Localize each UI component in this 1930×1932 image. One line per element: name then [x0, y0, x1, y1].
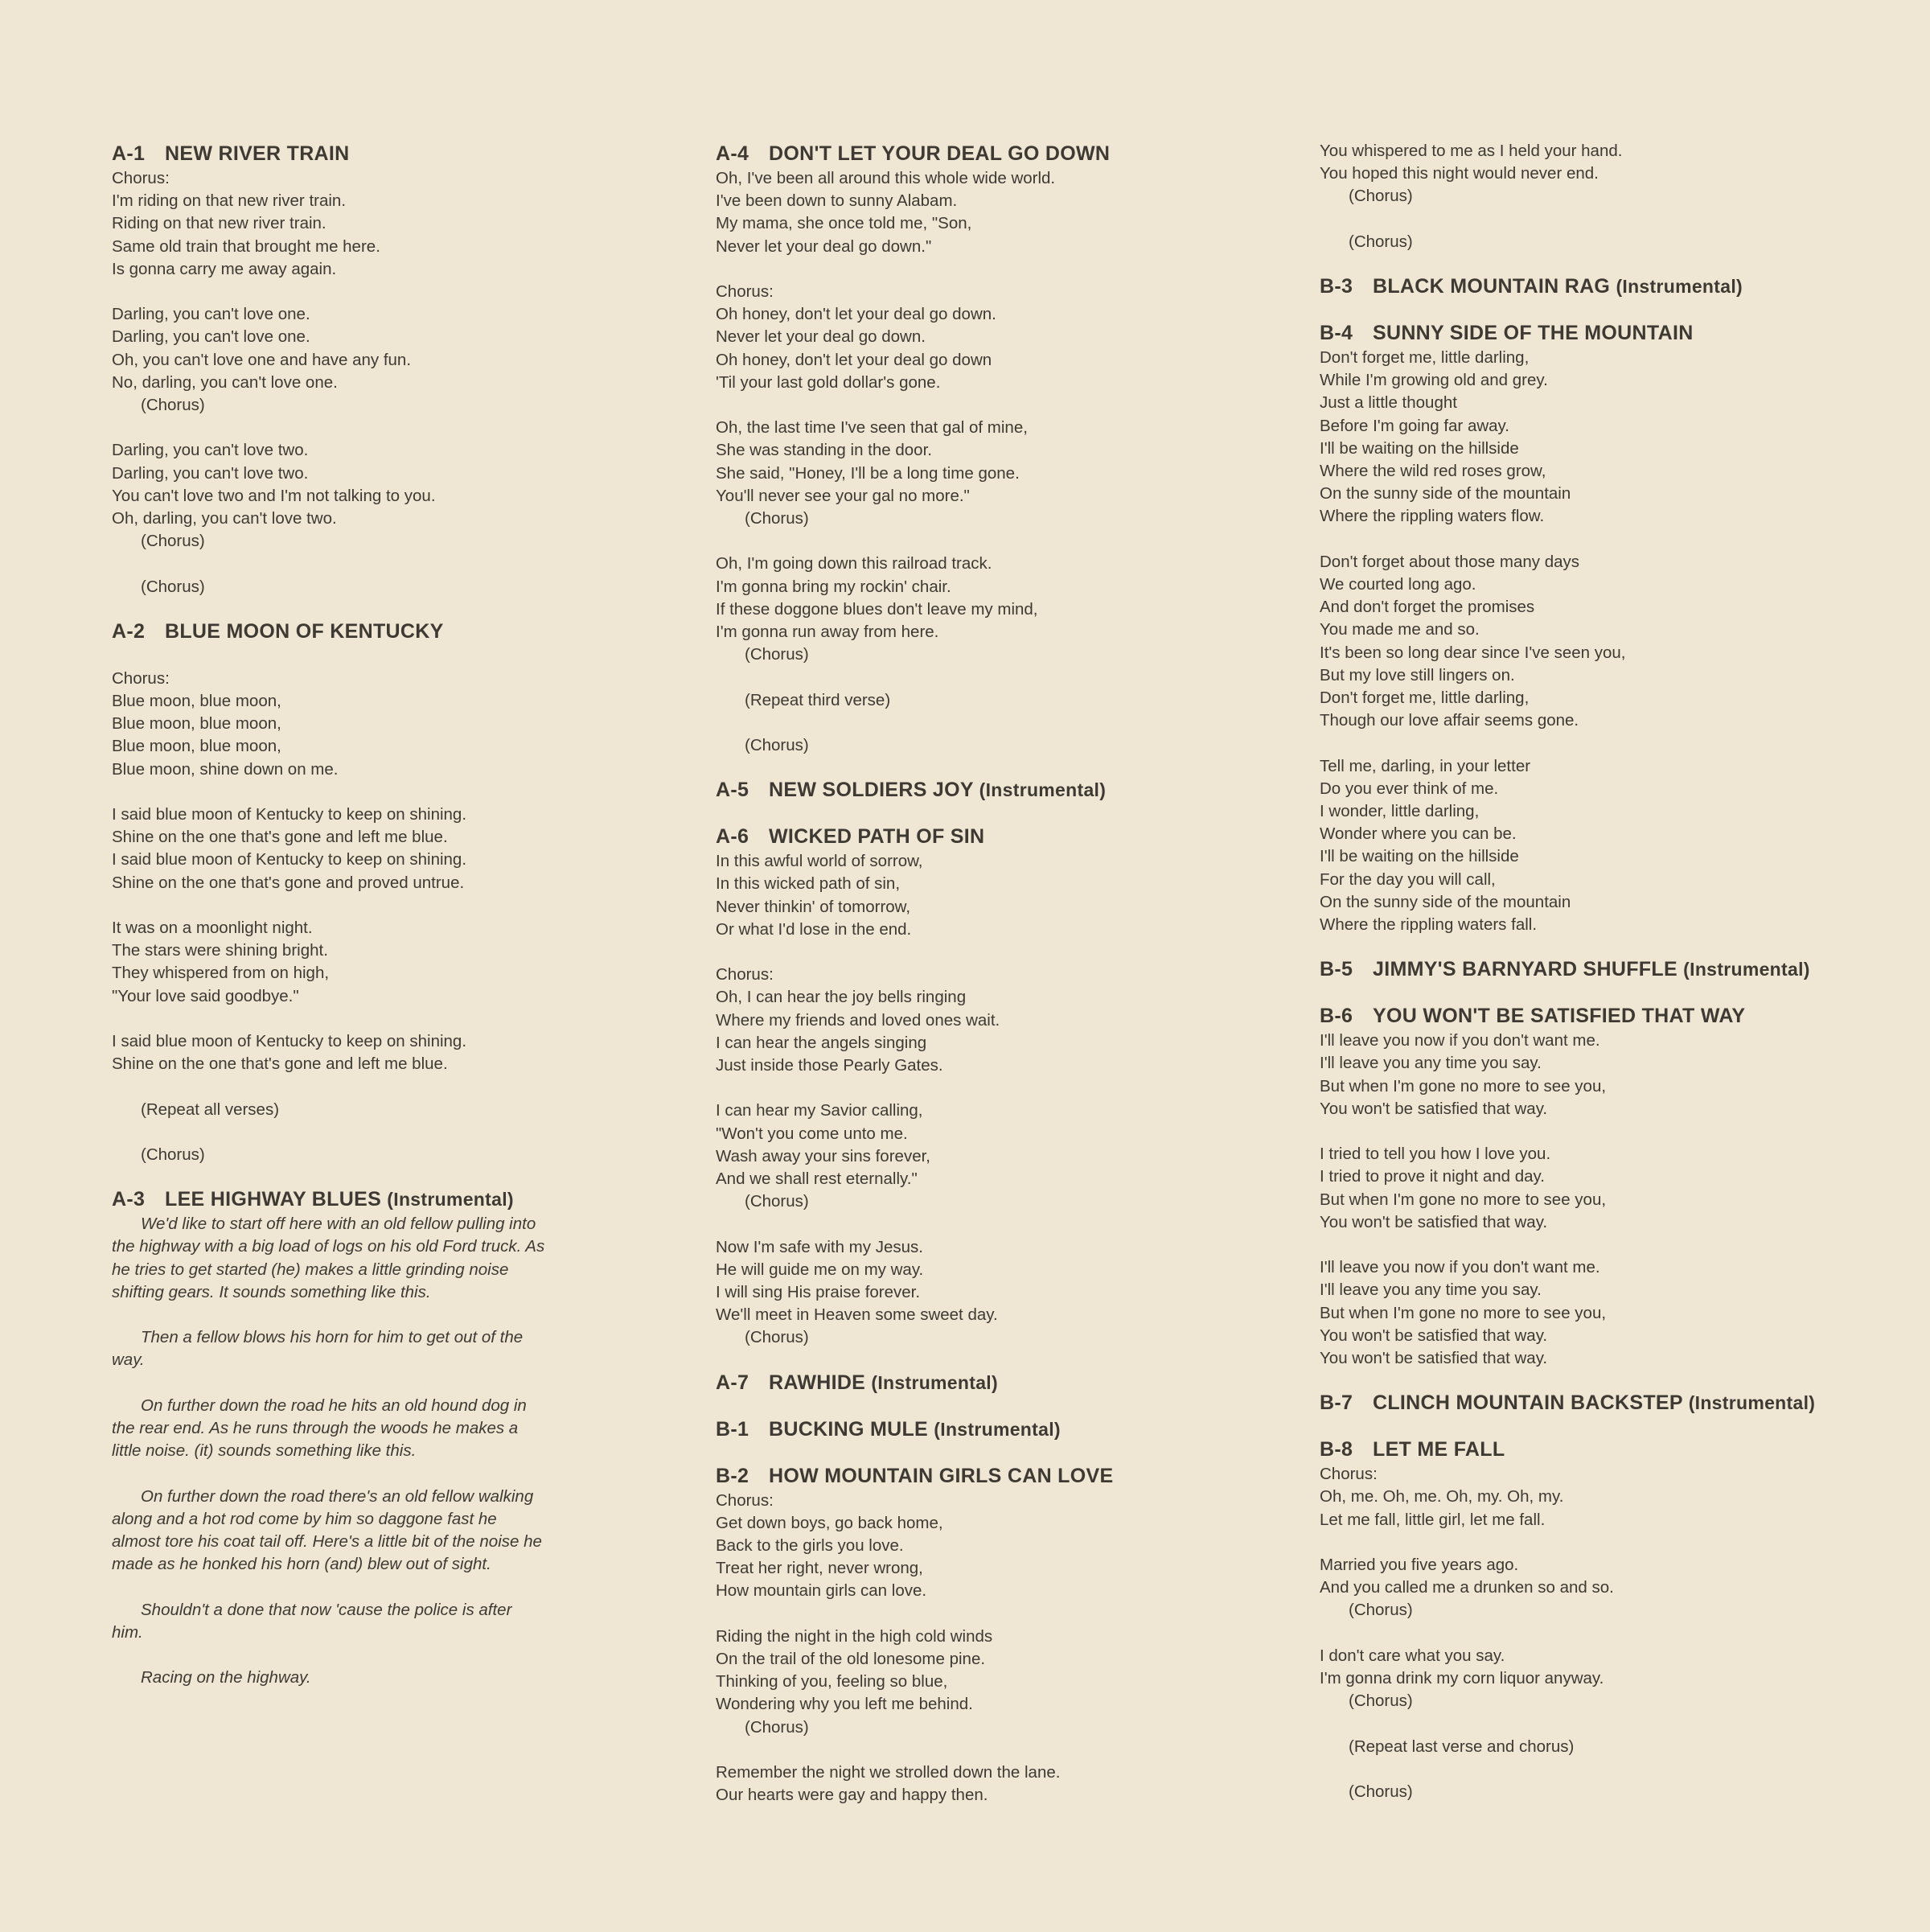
lyric-line: I'm gonna drink my corn liquor anyway. — [1320, 1669, 1604, 1688]
track-code: B-2 — [716, 1464, 749, 1487]
lyric-line: It's been so long dear since I've seen you, — [1320, 643, 1626, 662]
lyric-line: "Your love said goodbye." — [112, 986, 299, 1005]
lyric-stanza — [1320, 755, 1907, 937]
lyric-line: Chorus: — [716, 965, 774, 984]
lyric-line: Oh, the last time I've seen that gal of mine, — [716, 418, 1028, 438]
track-code: A-4 — [716, 142, 749, 165]
instrumental-note: (Instrumental) — [387, 1189, 514, 1211]
lyric-line: I can hear the angels singing — [716, 1033, 927, 1052]
lyric-line: Shine on the one that's gone and proved untrue. — [112, 873, 465, 892]
lyric-line: On the sunny side of the mountain — [1320, 892, 1571, 911]
lyric-line: Don't forget me, little darling, — [1320, 689, 1530, 708]
lyric-line: Where the rippling waters fall. — [1320, 915, 1538, 935]
lyric-line: Oh, I'm going down this railroad track. — [716, 554, 992, 573]
lyric-stanza — [716, 1626, 1303, 1739]
lyric-line: (Chorus) — [1349, 1692, 1413, 1711]
song-block — [1320, 319, 1907, 936]
lyric-line: Darling, you can't love one. — [112, 327, 310, 347]
lyric-line: You hoped this night would never end. — [1320, 164, 1599, 183]
song-title-text: CLINCH MOUNTAIN BACKSTEP — [1373, 1391, 1683, 1415]
lyric-stanza — [112, 917, 699, 1008]
song-title-text: NEW RIVER TRAIN — [165, 142, 350, 165]
lyric-line: The stars were shining bright. — [112, 941, 328, 960]
lyric-line: It was on a moonlight night. — [112, 919, 313, 938]
lyric-stanza — [716, 553, 1303, 666]
lyric-line: Chorus: — [112, 169, 170, 187]
lyric-line: Oh, darling, you can't love two. — [112, 509, 337, 528]
lyric-stanza — [112, 1667, 546, 1689]
song-title-text: NEW SOLDIERS JOY — [769, 779, 974, 802]
lyric-line: Treat her right, never wrong, — [716, 1559, 923, 1578]
lyric-stanza — [1320, 1736, 1907, 1758]
lyric-line: Wondering why you left me behind. — [716, 1695, 973, 1714]
song-title-text: LEE HIGHWAY BLUES — [165, 1188, 382, 1211]
lyric-line: I've been down to sunny Alabam. — [716, 191, 958, 211]
lyric-line: I'll leave you any time you say. — [1320, 1280, 1542, 1300]
lyric-line: On the sunny side of the mountain — [1320, 484, 1571, 504]
song-block — [112, 140, 699, 598]
lyric-line: Oh honey, don't let your deal go down — [716, 350, 992, 369]
lyric-line: (Chorus) — [141, 1145, 205, 1164]
song-title — [1320, 1002, 1907, 1030]
lyric-line: Before I'm going far away. — [1320, 416, 1509, 435]
lyric-line: (Chorus) — [141, 532, 205, 551]
lyric-line: Racing on the highway. — [141, 1668, 311, 1687]
song-title-text: RAWHIDE — [769, 1371, 866, 1394]
lyric-stanza — [716, 1100, 1303, 1213]
lyric-line: You can't love two and I'm not talking to you. — [112, 486, 436, 505]
song-block — [716, 140, 1303, 757]
lyric-line: (Repeat third verse) — [745, 690, 891, 709]
lyric-line: (Chorus) — [1349, 232, 1413, 251]
song-block — [716, 1416, 1303, 1443]
lyric-stanza — [1320, 1256, 1907, 1370]
song-title-text: BLUE MOON OF KENTUCKY — [165, 619, 444, 643]
lyric-line: But my love still lingers on. — [1320, 665, 1515, 684]
lyric-line: (Chorus) — [1349, 1782, 1413, 1802]
lyric-stanza — [1320, 551, 1907, 733]
song-block — [1320, 1436, 1907, 1803]
lyric-line: If these doggone blues don't leave my mind, — [716, 599, 1038, 619]
song-block — [1320, 140, 1907, 253]
lyric-line: Don't forget about those many days — [1320, 552, 1579, 571]
song-title — [112, 140, 699, 167]
lyric-line: Blue moon, blue moon, — [112, 737, 281, 756]
lyric-line: I'm riding on that new river train. — [112, 191, 347, 211]
lyric-line: We courted long ago. — [1320, 575, 1476, 594]
lyric-line: Just a little thought — [1320, 393, 1457, 413]
song-title — [112, 1186, 699, 1213]
lyric-line: Darling, you can't love one. — [112, 305, 310, 324]
track-code: B-5 — [1320, 958, 1353, 981]
track-code: A-5 — [716, 779, 749, 802]
lyric-line: Chorus: — [716, 1490, 774, 1510]
lyric-stanza — [716, 850, 1303, 941]
track-code: A-6 — [716, 825, 749, 849]
instrumental-note: (Instrumental) — [979, 779, 1107, 801]
song-block — [716, 1369, 1303, 1396]
lyric-line: You won't be satisfied that way. — [1320, 1326, 1548, 1345]
instrumental-note: (Instrumental) — [1616, 276, 1743, 297]
song-title-text: BUCKING MULE — [769, 1417, 929, 1441]
lyric-line: He will guide me on my way. — [716, 1260, 924, 1279]
lyric-stanza — [716, 964, 1303, 1077]
lyric-line: You won't be satisfied that way. — [1320, 1099, 1548, 1118]
song-block — [716, 823, 1303, 1349]
song-title-text: BLACK MOUNTAIN RAG — [1373, 275, 1611, 298]
lyric-line: Oh, I can hear the joy bells ringing — [716, 988, 967, 1007]
lyric-line: Chorus: — [716, 282, 774, 301]
lyric-line: While I'm growing old and grey. — [1320, 371, 1548, 390]
lyric-line: Riding on that new river train. — [112, 214, 326, 233]
lyric-line: And we shall rest eternally." — [716, 1169, 918, 1189]
lyric-stanza — [1320, 1554, 1907, 1622]
lyric-line: Or what I'd lose in the end. — [716, 919, 912, 939]
song-title-text: WICKED PATH OF SIN — [769, 825, 985, 849]
track-code: B-4 — [1320, 322, 1353, 344]
lyric-line: Get down boys, go back home, — [716, 1513, 943, 1532]
lyric-line: Never thinkin' of tomorrow, — [716, 897, 911, 916]
lyric-line: I'll leave you now if you don't want me. — [1320, 1258, 1600, 1277]
song-title — [1320, 956, 1907, 983]
lyric-stanza — [1320, 140, 1907, 208]
lyric-line: Oh, me. Oh, me. Oh, my. Oh, my. — [1320, 1487, 1564, 1507]
lyric-line: Where the rippling waters flow. — [1320, 507, 1545, 526]
lyric-line: Where my friends and loved ones wait. — [716, 1010, 1000, 1030]
track-code: B-1 — [716, 1417, 749, 1441]
lyric-line: I said blue moon of Kentucky to keep on shining. — [112, 805, 467, 824]
song-block — [716, 776, 1303, 804]
lyric-line: Our hearts were gay and happy then. — [716, 1786, 988, 1805]
lyric-line: Oh, I've been all around this whole wide world. — [716, 169, 1056, 187]
lyric-stanza — [716, 1236, 1303, 1350]
instrumental-note: (Instrumental) — [934, 1418, 1061, 1440]
lyric-line: I'm gonna bring my rockin' chair. — [716, 577, 951, 596]
song-title — [1320, 1389, 1907, 1416]
lyric-stanza — [112, 576, 699, 598]
song-block — [716, 1462, 1303, 1807]
lyric-line: Though our love affair seems gone. — [1320, 711, 1579, 730]
lyric-line: No, darling, you can't love one. — [112, 372, 338, 392]
song-title — [716, 823, 1303, 850]
lyric-line: I'll leave you any time you say. — [1320, 1054, 1542, 1073]
lyric-line: Then a fellow blows his horn for him to get out of the way. — [112, 1328, 524, 1370]
lyric-stanza — [1320, 1463, 1907, 1531]
lyric-line: Never let your deal go down. — [716, 327, 926, 347]
lyric-line: Chorus: — [1320, 1465, 1378, 1484]
lyric-line: I said blue moon of Kentucky to keep on shining. — [112, 1032, 467, 1051]
instrumental-note: (Instrumental) — [1688, 1392, 1816, 1414]
song-title-text: JIMMY'S BARNYARD SHUFFLE — [1373, 958, 1677, 981]
lyric-line: (Chorus) — [745, 1192, 809, 1211]
lyric-stanza — [716, 417, 1303, 530]
lyric-stanza — [112, 1144, 699, 1166]
instrumental-note: (Instrumental) — [871, 1371, 998, 1393]
lyric-stanza — [1320, 1645, 1907, 1713]
lyric-line: Blue moon, shine down on me. — [112, 759, 339, 779]
lyric-line: (Chorus) — [1349, 187, 1413, 206]
lyric-line: Darling, you can't love two. — [112, 441, 309, 460]
instrumental-note: (Instrumental) — [1683, 959, 1810, 980]
lyric-line: Wonder where you can be. — [1320, 824, 1517, 844]
song-title-text: LET ME FALL — [1373, 1438, 1505, 1461]
lyric-line: Shine on the one that's gone and left me blue. — [112, 1054, 448, 1074]
lyric-line: Married you five years ago. — [1320, 1556, 1519, 1575]
lyric-stanza — [716, 1761, 1303, 1807]
lyric-stanza — [112, 1213, 546, 1304]
lyric-line: But when I'm gone no more to see you, — [1320, 1076, 1607, 1095]
lyric-stanza — [716, 1490, 1303, 1603]
lyric-line: You won't be satisfied that way. — [1320, 1212, 1548, 1231]
song-block — [1320, 956, 1907, 983]
lyric-stanza — [112, 1486, 546, 1576]
lyric-line: Wash away your sins forever, — [716, 1146, 930, 1165]
track-code: B-3 — [1320, 275, 1353, 298]
lyric-stanza — [112, 1030, 699, 1075]
lyric-line: (Repeat all verses) — [141, 1100, 280, 1119]
lyric-stanza — [112, 1599, 546, 1644]
lyric-line: Same old train that brought me here. — [112, 236, 380, 256]
song-block — [1320, 273, 1907, 300]
lyric-line: I will sing His praise forever. — [716, 1283, 921, 1302]
lyric-line: Where the wild red roses grow, — [1320, 462, 1546, 481]
lyric-line: Blue moon, blue moon, — [112, 692, 281, 711]
lyric-line: Back to the girls you love. — [716, 1536, 904, 1556]
lyric-line: Never let your deal go down." — [716, 236, 932, 256]
lyric-line: Chorus: — [112, 668, 170, 688]
song-title — [1320, 319, 1907, 347]
lyric-line: "Won't you come unto me. — [716, 1124, 908, 1143]
track-code: A-1 — [112, 142, 146, 165]
lyric-stanza — [1320, 231, 1907, 253]
track-code: B-6 — [1320, 1005, 1353, 1028]
lyric-line: Shouldn't a done that now 'cause the police is after him. — [112, 1600, 512, 1642]
lyric-line: Let me fall, little girl, let me fall. — [1320, 1510, 1546, 1529]
lyrics-column-3 — [1320, 140, 1907, 1803]
track-code: A-7 — [716, 1371, 749, 1394]
lyric-stanza — [1320, 1781, 1907, 1803]
lyric-line: I'll be waiting on the hillside — [1320, 847, 1519, 866]
lyric-line: On the trail of the old lonesome pine. — [716, 1650, 986, 1669]
song-title — [716, 140, 1303, 167]
lyric-line: For the day you will call, — [1320, 869, 1496, 889]
lyric-stanza — [1320, 1030, 1907, 1120]
lyric-line: You made me and so. — [1320, 620, 1480, 639]
lyric-stanza — [1320, 1143, 1907, 1234]
song-title-text: HOW MOUNTAIN GIRLS CAN LOVE — [769, 1464, 1114, 1487]
lyric-stanza — [112, 804, 699, 894]
song-title — [1320, 1436, 1907, 1463]
lyric-line: She said, "Honey, I'll be a long time gone. — [716, 463, 1020, 483]
lyric-stanza — [112, 1395, 546, 1463]
lyrics-column-1 — [112, 140, 699, 1689]
lyric-line: Darling, you can't love two. — [112, 463, 309, 483]
lyric-line: I said blue moon of Kentucky to keep on shining. — [112, 850, 467, 869]
lyric-line: I don't care what you say. — [1320, 1646, 1505, 1665]
lyric-line: I can hear my Savior calling, — [716, 1101, 923, 1120]
lyric-line: 'Til your last gold dollar's gone. — [716, 372, 941, 392]
lyric-line: Shine on the one that's gone and left me blue. — [112, 828, 448, 847]
lyric-line: (Chorus) — [141, 396, 205, 415]
lyric-stanza — [112, 1099, 699, 1121]
song-block — [112, 618, 699, 1166]
lyric-line: I'm gonna run away from here. — [716, 623, 939, 642]
track-code: B-7 — [1320, 1391, 1353, 1415]
song-block — [1320, 1002, 1907, 1370]
lyric-stanza — [716, 734, 1303, 757]
lyric-line: And don't forget the promises — [1320, 598, 1535, 617]
song-title — [716, 776, 1303, 804]
track-code: B-8 — [1320, 1438, 1353, 1461]
lyric-line: Don't forget me, little darling, — [1320, 348, 1530, 367]
lyric-line: Tell me, darling, in your letter — [1320, 756, 1531, 775]
lyric-line: (Repeat last verse and chorus) — [1349, 1737, 1575, 1756]
song-block — [112, 1186, 699, 1689]
lyric-line: (Chorus) — [745, 736, 809, 754]
song-title — [112, 618, 699, 645]
lyric-line: (Chorus) — [745, 1717, 809, 1737]
lyric-line: In this awful world of sorrow, — [716, 852, 923, 871]
lyric-line: (Chorus) — [745, 1328, 809, 1347]
lyric-line: I tried to prove it night and day. — [1320, 1167, 1545, 1186]
lyric-line: How mountain girls can love. — [716, 1581, 927, 1601]
lyric-line: And you called me a drunken so and so. — [1320, 1578, 1614, 1597]
lyric-line: Remember the night we strolled down the lane. — [716, 1763, 1061, 1782]
song-title — [1320, 273, 1907, 300]
song-title-text: YOU WON'T BE SATISFIED THAT WAY — [1373, 1005, 1746, 1028]
lyric-stanza — [112, 1326, 546, 1371]
lyric-line: Is gonna carry me away again. — [112, 259, 337, 278]
lyric-line: Do you ever think of me. — [1320, 779, 1499, 798]
song-title-text: DON'T LET YOUR DEAL GO DOWN — [769, 142, 1111, 165]
lyric-line: You'll never see your gal no more." — [716, 486, 970, 505]
track-code: A-2 — [112, 619, 146, 643]
lyric-line: On further down the road there's an old fellow walking along and a hot rod come by him so daggone fast he almost tore his coat tail off. Here's a little bit of the noise he made as he honked his horn (and) blew out of sight. — [112, 1486, 542, 1574]
lyric-line: (Chorus) — [141, 577, 205, 596]
lyric-line: On further down the road he hits an old hound dog in the rear end. As he runs through the woods he makes a little noise. (it) sounds something like this. — [112, 1396, 527, 1461]
lyric-line: You whispered to me as I held your hand. — [1320, 142, 1623, 160]
lyric-line: My mama, she once told me, "Son, — [716, 214, 972, 233]
song-title — [716, 1462, 1303, 1490]
lyric-stanza — [112, 668, 699, 781]
lyric-stanza — [1320, 347, 1907, 528]
lyric-line: In this wicked path of sin, — [716, 874, 901, 894]
lyric-stanza — [112, 439, 699, 553]
lyric-stanza — [716, 689, 1303, 712]
lyric-line: (Chorus) — [1349, 1601, 1413, 1620]
lyric-line: I'll leave you now if you don't want me. — [1320, 1031, 1600, 1050]
lyric-line: You won't be satisfied that way. — [1320, 1349, 1548, 1368]
lyric-line: But when I'm gone no more to see you, — [1320, 1190, 1607, 1209]
lyric-line: Oh honey, don't let your deal go down. — [716, 305, 996, 324]
lyric-line: (Chorus) — [745, 645, 809, 664]
lyric-line: (Chorus) — [745, 509, 809, 528]
song-title-text: SUNNY SIDE OF THE MOUNTAIN — [1373, 322, 1694, 344]
lyric-line: We'll meet in Heaven some sweet day. — [716, 1305, 998, 1325]
lyric-stanza — [112, 303, 699, 417]
lyric-line: Thinking of you, feeling so blue, — [716, 1672, 948, 1692]
track-code: A-3 — [112, 1188, 146, 1211]
lyric-line: I tried to tell you how I love you. — [1320, 1145, 1551, 1164]
lyric-line: Just inside those Pearly Gates. — [716, 1056, 943, 1075]
lyric-line: Oh, you can't love one and have any fun. — [112, 350, 412, 369]
lyric-line: I wonder, little darling, — [1320, 802, 1480, 821]
lyric-line: She was standing in the door. — [716, 441, 932, 460]
song-title — [716, 1369, 1303, 1396]
lyric-line: Now I'm safe with my Jesus. — [716, 1237, 923, 1256]
song-block — [1320, 1389, 1907, 1416]
lyric-stanza — [112, 167, 699, 281]
song-title — [716, 1416, 1303, 1443]
lyric-line: We'd like to start off here with an old fellow pulling into the highway with a big load of logs on his old Ford truck. As he tries to get started (he) makes a little grinding noise shifting gears. It sounds something like this. — [112, 1215, 545, 1301]
lyric-line: But when I'm gone no more to see you, — [1320, 1303, 1607, 1322]
lyric-stanza — [716, 281, 1303, 394]
lyric-line: Blue moon, blue moon, — [112, 714, 281, 734]
lyric-line: They whispered from on high, — [112, 964, 330, 983]
lyric-stanza — [716, 167, 1303, 258]
lyrics-column-2 — [716, 140, 1303, 1807]
lyric-line: I'll be waiting on the hillside — [1320, 438, 1519, 458]
lyric-line: Riding the night in the high cold winds — [716, 1626, 993, 1646]
